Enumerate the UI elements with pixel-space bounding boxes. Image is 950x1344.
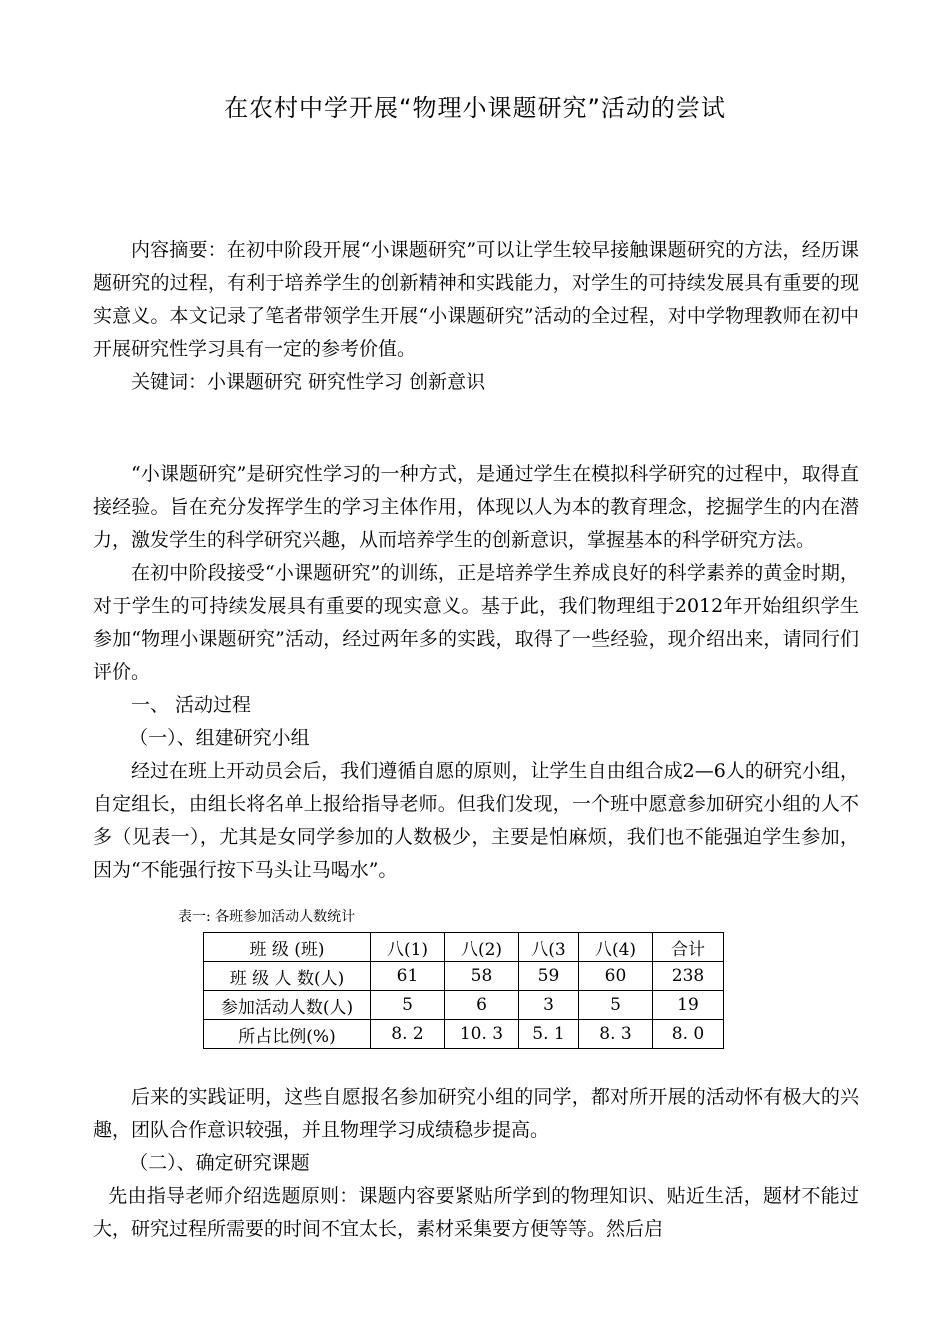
table-cell: 5	[579, 991, 653, 1020]
participation-table	[203, 932, 724, 1049]
table-cell: 60	[579, 962, 653, 991]
table-header-row	[204, 933, 724, 962]
after-table-paragraph: 后来的实践证明，这些自愿报名参加研究小组的同学，都对所开展的活动怀有极大的兴趣，团队合作意识较强，并且物理学习成绩稳步提高。	[93, 1086, 859, 1141]
table-header-cell: 合计	[653, 933, 724, 962]
table-cell: 61	[371, 962, 445, 991]
body-block-2	[93, 1081, 859, 1246]
intro-paragraph-1: “小课题研究”是研究性学习的一种方式，是通过学生在模拟科学研究的过程中，取得直接经验。旨在充分发挥学生的学习主体作用，体现以人为本的教育理念，挖掘学生的内在潜力，激发学生的科学研究兴趣，从而培养学生的创新意识，掌握基本的科学研究方法。	[93, 463, 859, 551]
table-header-cell: 八(4)	[579, 933, 653, 962]
table-cell: 10. 3	[445, 1020, 519, 1049]
table-row	[204, 1020, 724, 1049]
table-cell: 5. 1	[519, 1020, 579, 1049]
table-cell: 8. 2	[371, 1020, 445, 1049]
subsection-1-paragraph: 经过在班上开动员会后，我们遵循自愿的原则，让学生自由组合成2—6人的研究小组，自定组长，由组长将名单上报给指导老师。但我们发现，一个班中愿意参加研究小组的人不多（见表一），尤其是女同学参加的人数极少，主要是怕麻烦，我们也不能强迫学生参加，因为“不能强行按下马头让马喝水”。	[93, 760, 859, 881]
table-header-cell: 八(2)	[445, 933, 519, 962]
abstract-block	[93, 234, 859, 399]
body-block	[93, 458, 859, 887]
table-cell: 58	[445, 962, 519, 991]
table-cell: 8. 0	[653, 1020, 724, 1049]
table-cell: 参加活动人数(人)	[204, 991, 371, 1020]
keywords-line: 关键词：小课题研究 研究性学习 创新意识	[131, 371, 486, 393]
table-cell: 59	[519, 962, 579, 991]
section-heading-1: 一、 活动过程	[131, 694, 252, 716]
table-cell: 班 级 人 数(人)	[204, 962, 371, 991]
table-cell: 8. 3	[579, 1020, 653, 1049]
table-cell: 5	[371, 991, 445, 1020]
table-caption: 表一: 各班参加活动人数统计	[178, 909, 356, 925]
subsection-2-paragraph: 先由指导老师介绍选题原则：课题内容要紧贴所学到的物理知识、贴近生活，题材不能过大，研究过程所需要的时间不宜太长，素材采集要方便等等。然后启	[93, 1185, 859, 1240]
table-cell: 3	[519, 991, 579, 1020]
subsection-heading-1: （一）、组建研究小组	[129, 727, 310, 749]
table-cell: 6	[445, 991, 519, 1020]
table-row	[204, 962, 724, 991]
table-header-cell: 八(1)	[371, 933, 445, 962]
abstract-paragraph: 内容摘要：在初中阶段开展“小课题研究”可以让学生较早接触课题研究的方法，经历课题研究的过程，有利于培养学生的创新精神和实践能力，对学生的可持续发展具有重要的现实意义。本文记录了笔者带领学生开展“小课题研究”活动的全过程，对中学物理教师在初中开展研究性学习具有一定的参考价值。	[93, 239, 859, 360]
table-row	[204, 991, 724, 1020]
table-cell: 238	[653, 962, 724, 991]
intro-paragraph-2: 在初中阶段接受“小课题研究”的训练，正是培养学生养成良好的科学素养的黄金时期，对于学生的可持续发展具有重要的现实意义。基于此，我们物理组于2012年开始组织学生参加“物理小课题研究”活动，经过两年多的实践，取得了一些经验，现介绍出来，请同行们评价。	[93, 562, 859, 683]
table-cell: 所占比例(%)	[204, 1020, 371, 1049]
document-title: 在农村中学开展“物理小课题研究”活动的尝试	[224, 94, 726, 122]
table-header-cell: 班 级 (班)	[204, 933, 371, 962]
table-cell: 19	[653, 991, 724, 1020]
subsection-heading-2: （二）、确定研究课题	[129, 1152, 310, 1174]
table-header-cell: 八(3	[519, 933, 579, 962]
